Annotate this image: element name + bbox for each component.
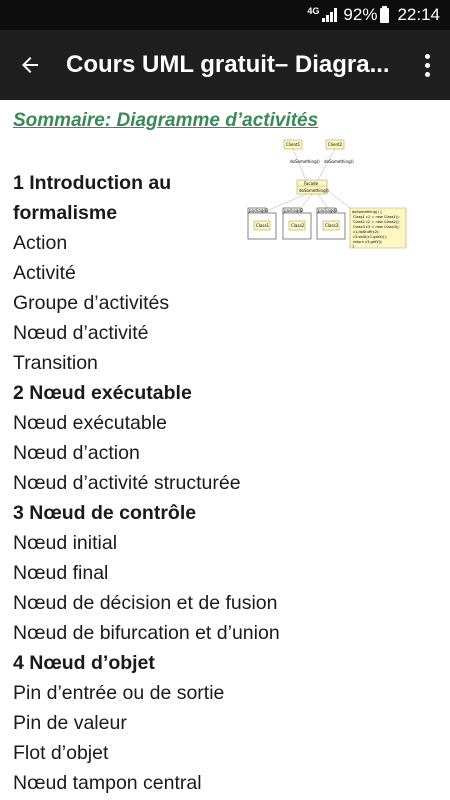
toc-heading-link[interactable]: Sommaire: Diagramme d’activités [13,110,319,131]
note-line: return c3.getY(); [353,240,383,244]
toc-item[interactable]: Pin de valeur [13,712,127,734]
toc-item[interactable]: Nœud tampon central [13,772,202,794]
back-button[interactable] [0,30,60,100]
class-3-label: Class3 [325,223,339,228]
toc-item[interactable]: Activité [13,262,76,284]
battery-icon [380,8,389,23]
toc-item[interactable]: Flot d’objet [13,742,109,764]
package-1-label: package1 [249,208,269,213]
toc-item[interactable]: Transition [13,352,98,374]
battery-percent: 92% [343,5,378,24]
clock: 22:14 [397,5,440,24]
note-line: doSomething() { [352,210,383,214]
toc-item-section[interactable]: 4 Nœud d’objet [13,652,155,674]
note-line: c1.doStuff(c2); [353,230,380,234]
facade-note-edge [327,190,350,208]
uml-facade-diagram [246,138,412,254]
class-2-label: Class2 [291,223,305,228]
toc-item[interactable]: Nœud de décision et de fusion [13,592,278,614]
toc-item[interactable]: Nœud d’activité structurée [13,472,241,494]
client2-edge-label: doSomething() [324,159,354,164]
app-bar [0,30,450,100]
note-line: Class3 c3 = new Class3(); [353,225,400,229]
note-line: Class2 c2 = new Class2(); [353,220,400,224]
article-content [0,100,450,800]
facade-label: Facade [304,181,319,186]
class-1-label: Class1 [256,223,270,228]
toc-item-section[interactable]: 1 Introduction au formalisme [13,172,172,224]
toc-item[interactable]: Nœud d’activité [13,322,149,344]
note-line: Class1 c1 = new Class1(); [353,215,400,219]
note-line: } [352,244,355,248]
more-vertical-icon [425,54,430,77]
client1-edge-label: doSomething() [290,159,320,164]
toc-item[interactable]: Nœud d’action [13,442,140,464]
toc-item[interactable]: Nœud final [13,562,109,584]
status-bar [0,0,450,30]
toc-item[interactable]: Pin d’entrée ou de sortie [13,682,225,704]
overflow-menu-button[interactable] [404,30,450,100]
client1-label: Client1 [286,142,301,147]
package-3 [317,208,345,239]
client2-label: Client2 [328,142,343,147]
package-1 [248,208,276,239]
toc-item[interactable]: Nœud exécutable [13,412,167,434]
package-2 [283,208,311,239]
package-2-label: package2 [284,208,304,213]
toc-item[interactable]: Nœud de bifurcation et d’union [13,622,280,644]
page-title: Cours UML gratuit– Diagra... [66,51,390,78]
toc-item[interactable]: Action [13,232,68,254]
signal-icon [322,8,337,22]
client2-edge [318,149,335,180]
arrow-left-icon [18,53,42,77]
toc-item-section[interactable]: 3 Nœud de contrôle [13,502,197,524]
facade-method: doSomething() [299,188,329,193]
package-3-label: package3 [318,208,338,213]
note-line: c3.setX(c1.getX()); [353,235,387,239]
toc-item[interactable]: Nœud initial [13,532,118,554]
client1-edge [293,149,306,180]
toc-item-section[interactable]: 2 Nœud exécutable [13,382,192,404]
toc-item[interactable]: Groupe d’activités [13,292,170,314]
network-type: 4G [307,5,320,16]
